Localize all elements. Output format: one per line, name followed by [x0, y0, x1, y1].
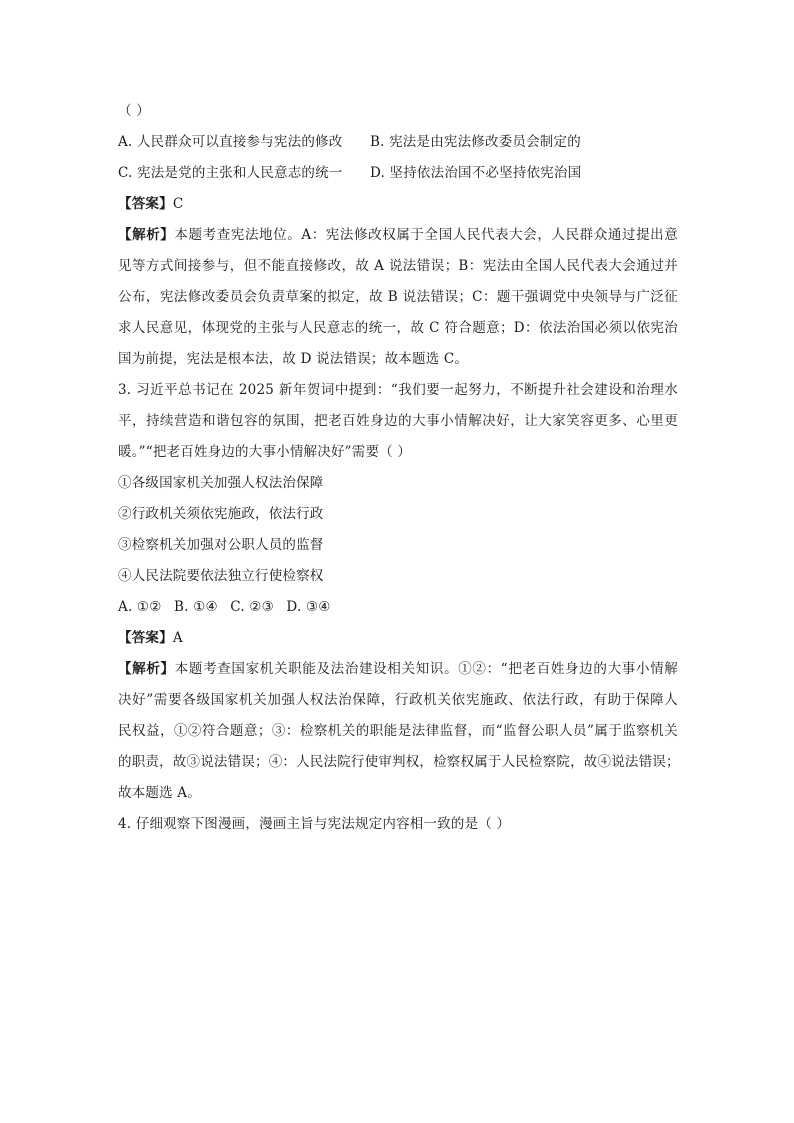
q4-stem: 4. 仔细观察下图漫画，漫画主旨与宪法规定内容相一致的是（ ） — [118, 816, 511, 832]
q2-options-row-1 — [118, 127, 678, 158]
q2-options-row-2 — [118, 158, 678, 189]
q3-analysis-text: 本题考查国家机关职能及法治建设相关知识。①②：“把老百姓身边的大事小情解 — [174, 661, 678, 677]
q3-analysis-line: 故本题选 A。 — [118, 785, 201, 801]
q3-item-2: ②行政机关须依宪施政，依法行政 — [118, 506, 324, 522]
q2-analysis-tag: 【解析】 — [118, 227, 175, 243]
q3-analysis-line — [118, 654, 678, 685]
q2-option-b: B. 宪法是由宪法修改委员会制定的 — [370, 134, 581, 150]
q3-answer-value: A — [172, 630, 183, 646]
q2-option-a: A. 人民群众可以直接参与宪法的修改 — [118, 134, 343, 150]
q3-analysis-line: 决好”需要各级国家机关加强人权法治保障，行政机关依宪施政、依法行政，有助于保障人 — [118, 692, 678, 708]
q3-answer — [118, 623, 678, 654]
q2-stem-tail: （ ） — [118, 103, 150, 119]
q3-item-1: ①各级国家机关加强人权法治保障 — [118, 475, 324, 491]
q3-analysis-line: 民权益，①②符合题意；③：检察机关的职能是法律监督，而“监督公职人员”属于监察机关 — [118, 723, 678, 739]
q3-analysis-tag: 【解析】 — [118, 661, 175, 677]
q3-choice-c: C. ②③ — [230, 599, 274, 615]
document-page — [118, 96, 678, 840]
q2-option-d: D. 坚持依法治国不必坚持依宪治国 — [370, 165, 582, 181]
q3-stem-line: 暖。”“把老百姓身边的大事小情解决好”需要（ ） — [118, 444, 412, 460]
q3-choices — [118, 592, 678, 623]
q2-analysis-line — [118, 220, 678, 251]
q3-answer-tag: 【答案】 — [118, 630, 173, 646]
q2-analysis-line: 国为前提，宪法是根本法，故 D 说法错误；故本题选 C。 — [118, 351, 469, 367]
q3-choice-d: D. ③④ — [286, 599, 331, 615]
q3-analysis — [118, 654, 678, 809]
q2-answer-tag: 【答案】 — [118, 196, 173, 212]
q2-analysis-line: 公布，宪法修改委员会负责草案的拟定，故 B 说法错误；C：题干强调党中央领导与广泛征 — [118, 289, 678, 305]
q2-answer-value: C — [172, 196, 184, 212]
q2-answer — [118, 189, 678, 220]
q2-analysis-line: 求人民意见，体现党的主张与人民意志的统一，故 C 符合题意；D：依法治国必须以依宪治 — [118, 320, 678, 336]
q2-analysis-line: 见等方式间接参与，但不能直接修改，故 A 说法错误；B：宪法由全国人民代表大会通过并 — [118, 258, 678, 274]
q3-analysis-line: 的职责，故③说法错误；④：人民法院行使审判权，检察权属于人民检察院，故④说法错误； — [118, 754, 680, 770]
q3-stem — [118, 375, 678, 468]
q3-choice-a: A. ①② — [118, 599, 162, 615]
q2-analysis-text: 本题考查宪法地位。A：宪法修改权属于全国人民代表大会，人民群众通过提出意 — [174, 227, 678, 243]
q3-choice-b: B. ①④ — [174, 599, 218, 615]
q3-stem-line: 3. 习近平总书记在 2025 新年贺词中提到：“我们要一起努力，不断提升社会建设和治理水 — [118, 382, 678, 398]
q3-stem-line: 平，持续营造和谐包容的氛围，把老百姓身边的大事小情解决好，让大家笑容更多、心里更 — [118, 413, 678, 429]
q3-item-4: ④人民法院要依法独立行使检察权 — [118, 568, 324, 584]
q2-analysis — [118, 220, 678, 375]
q2-option-c: C. 宪法是党的主张和人民意志的统一 — [118, 165, 343, 181]
q3-item-3: ③检察机关加强对公职人员的监督 — [118, 537, 324, 553]
